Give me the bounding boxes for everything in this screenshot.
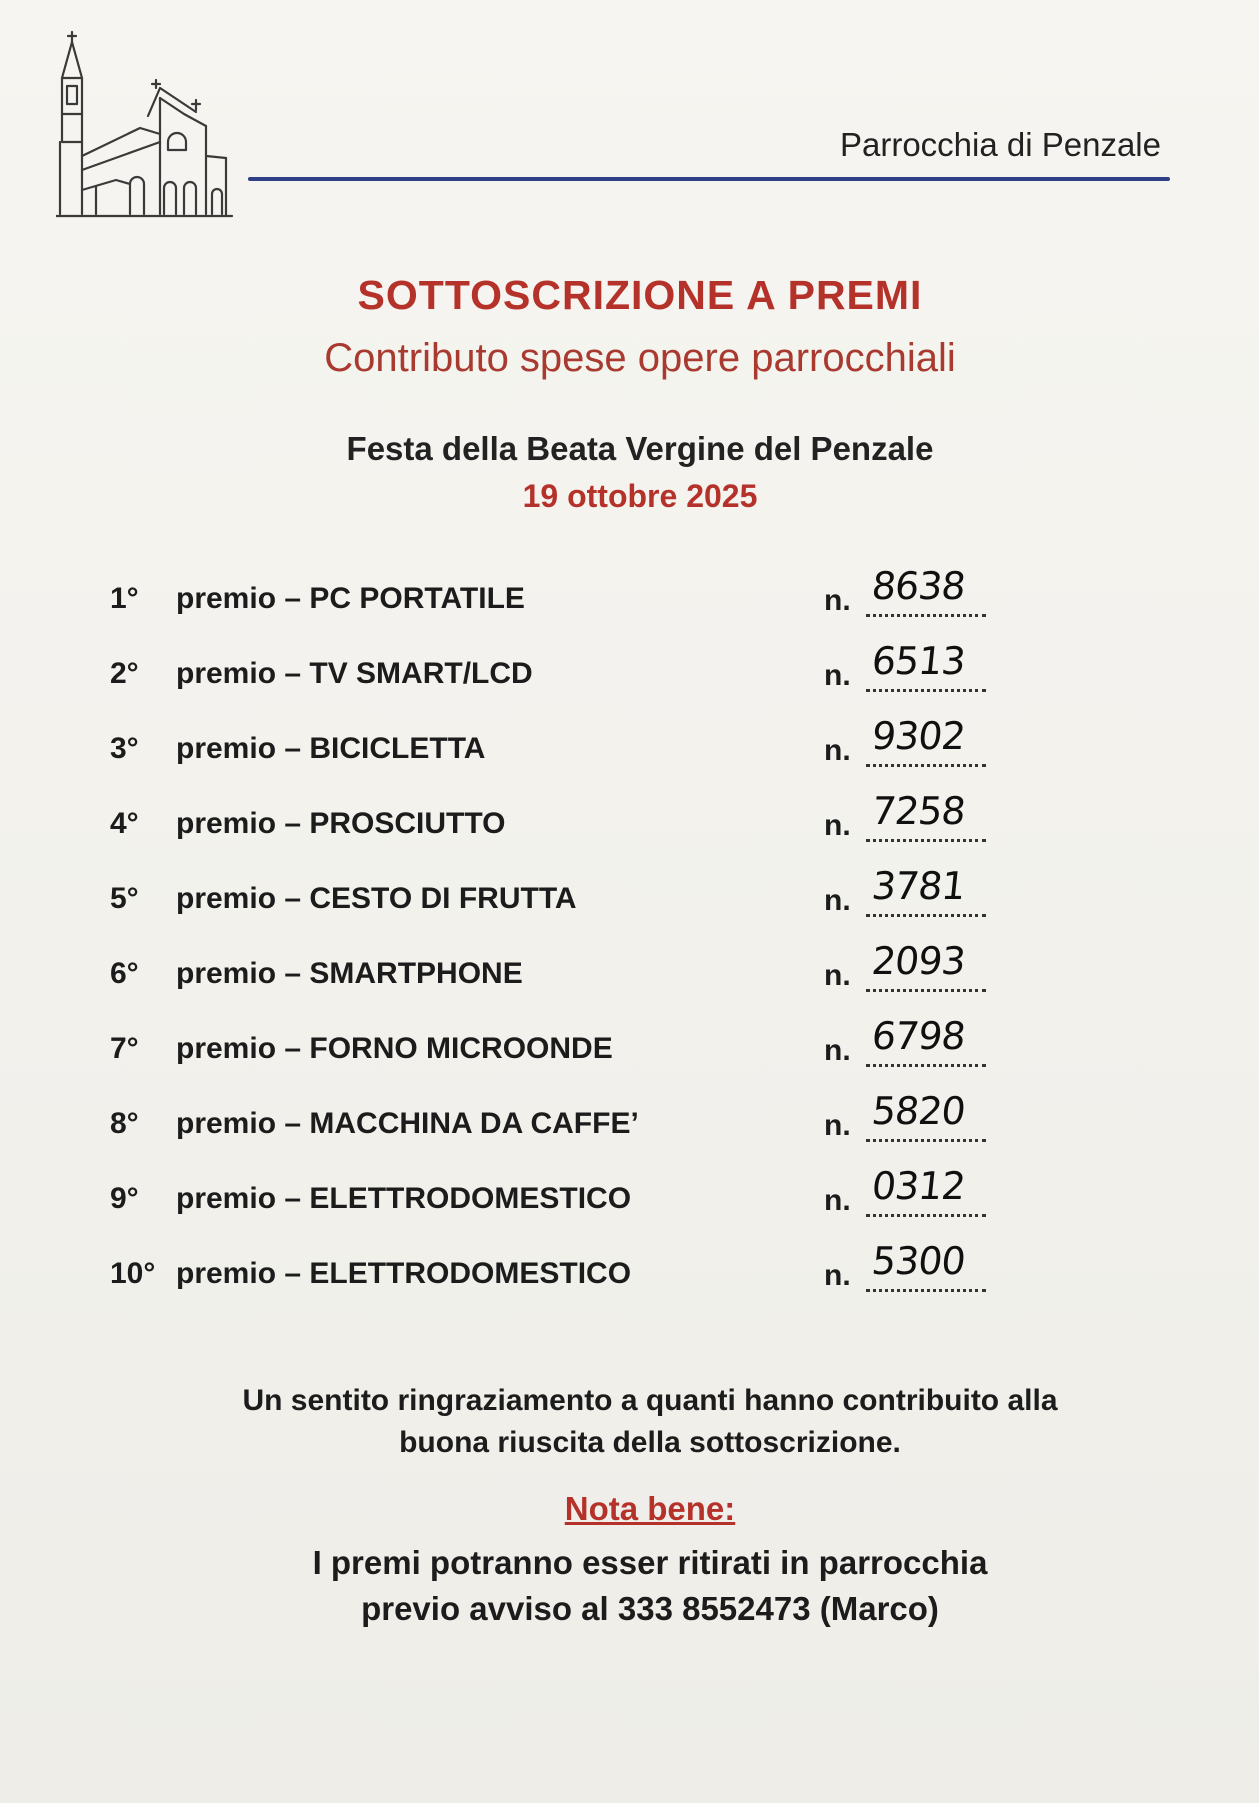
thanks-line: buona riuscita della sottoscrizione. <box>399 1426 901 1459</box>
prize-label: premio – CESTO DI FRUTTA <box>176 882 577 915</box>
dotted-line <box>866 1139 986 1142</box>
number-prefix: n. <box>824 734 851 767</box>
dotted-line <box>866 839 986 842</box>
prize-rank: 2° <box>110 657 139 690</box>
dotted-line <box>866 1064 986 1067</box>
winning-number-field <box>824 789 1014 848</box>
dotted-line <box>866 1289 986 1292</box>
dotted-line <box>866 989 986 992</box>
number-prefix: n. <box>824 584 851 617</box>
winning-number-field <box>824 714 1014 773</box>
winning-number: 2093 <box>869 939 968 983</box>
dotted-line <box>866 914 986 917</box>
prize-label: premio – PC PORTATILE <box>176 582 525 615</box>
prize-row <box>110 564 1010 645</box>
dotted-line <box>866 689 986 692</box>
prize-rank: 4° <box>110 807 139 840</box>
winning-number-field <box>824 639 1014 698</box>
nota-bene-heading: Nota bene: <box>564 1490 736 1527</box>
prize-label: premio – FORNO MICROONDE <box>176 1032 613 1065</box>
prize-label: premio – ELETTRODOMESTICO <box>176 1257 632 1290</box>
winning-number: 5300 <box>869 1239 968 1283</box>
prize-rank: 9° <box>110 1182 139 1215</box>
prize-label: premio – PROSCIUTTO <box>176 807 506 840</box>
prize-row <box>110 1239 1010 1320</box>
winning-number: 5820 <box>869 1089 968 1133</box>
page-title: SOTTOSCRIZIONE A PREMI <box>357 272 923 318</box>
number-prefix: n. <box>824 884 851 917</box>
prize-row <box>110 1089 1010 1170</box>
winning-number-field <box>824 1239 1014 1298</box>
winning-number: 0312 <box>869 1164 968 1208</box>
prize-row <box>110 639 1010 720</box>
prize-label: premio – SMARTPHONE <box>176 957 523 990</box>
winning-number-field <box>824 1014 1014 1073</box>
winning-number: 9302 <box>869 714 968 758</box>
prize-row <box>110 939 1010 1020</box>
dotted-line <box>866 764 986 767</box>
winning-number: 3781 <box>869 864 968 908</box>
prize-label: premio – BICICLETTA <box>176 732 486 765</box>
number-prefix: n. <box>824 1259 851 1292</box>
prize-rank: 5° <box>110 882 139 915</box>
number-prefix: n. <box>824 1109 851 1142</box>
church-icon <box>56 30 238 220</box>
prize-rank: 10° <box>110 1257 156 1290</box>
prize-rank: 3° <box>110 732 139 765</box>
number-prefix: n. <box>824 959 851 992</box>
winning-number-field <box>824 939 1014 998</box>
prize-row <box>110 714 1010 795</box>
page-subtitle: Contributo spese opere parrocchiali <box>324 336 956 380</box>
header-rule <box>248 177 1170 181</box>
event-name: Festa della Beata Vergine del Penzale <box>346 430 934 467</box>
thanks-line: Un sentito ringraziamento a quanti hanno contribuito alla <box>242 1384 1058 1417</box>
thanks-message <box>0 1380 1259 1464</box>
winning-number-field <box>824 1089 1014 1148</box>
prize-row <box>110 1164 1010 1245</box>
number-prefix: n. <box>824 659 851 692</box>
winning-number: 6798 <box>869 1014 968 1058</box>
prize-label: premio – TV SMART/LCD <box>176 657 533 690</box>
prize-row <box>110 1014 1010 1095</box>
notice-line: previo avviso al 333 8552473 (Marco) <box>361 1590 939 1627</box>
winning-number-field <box>824 564 1014 623</box>
winning-number-field <box>824 1164 1014 1223</box>
dotted-line <box>866 1214 986 1217</box>
prize-label: premio – ELETTRODOMESTICO <box>176 1182 632 1215</box>
pickup-notice <box>0 1540 1259 1632</box>
prize-row <box>110 789 1010 870</box>
winning-number: 8638 <box>869 564 968 608</box>
prize-label: premio – MACCHINA DA CAFFE’ <box>176 1107 639 1140</box>
winning-number: 7258 <box>869 789 968 833</box>
number-prefix: n. <box>824 1034 851 1067</box>
prize-rank: 7° <box>110 1032 139 1065</box>
event-date: 19 ottobre 2025 <box>522 478 758 514</box>
number-prefix: n. <box>824 809 851 842</box>
prize-rank: 8° <box>110 1107 139 1140</box>
notice-line: I premi potranno esser ritirati in parrocchia <box>312 1544 988 1581</box>
prize-row <box>110 864 1010 945</box>
parish-name: Parrocchia di Penzale <box>839 126 1161 163</box>
number-prefix: n. <box>824 1184 851 1217</box>
dotted-line <box>866 614 986 617</box>
prize-rank: 6° <box>110 957 139 990</box>
prize-rank: 1° <box>110 582 139 615</box>
prize-list <box>110 564 1010 1320</box>
winning-number-field <box>824 864 1014 923</box>
winning-number: 6513 <box>869 639 968 683</box>
